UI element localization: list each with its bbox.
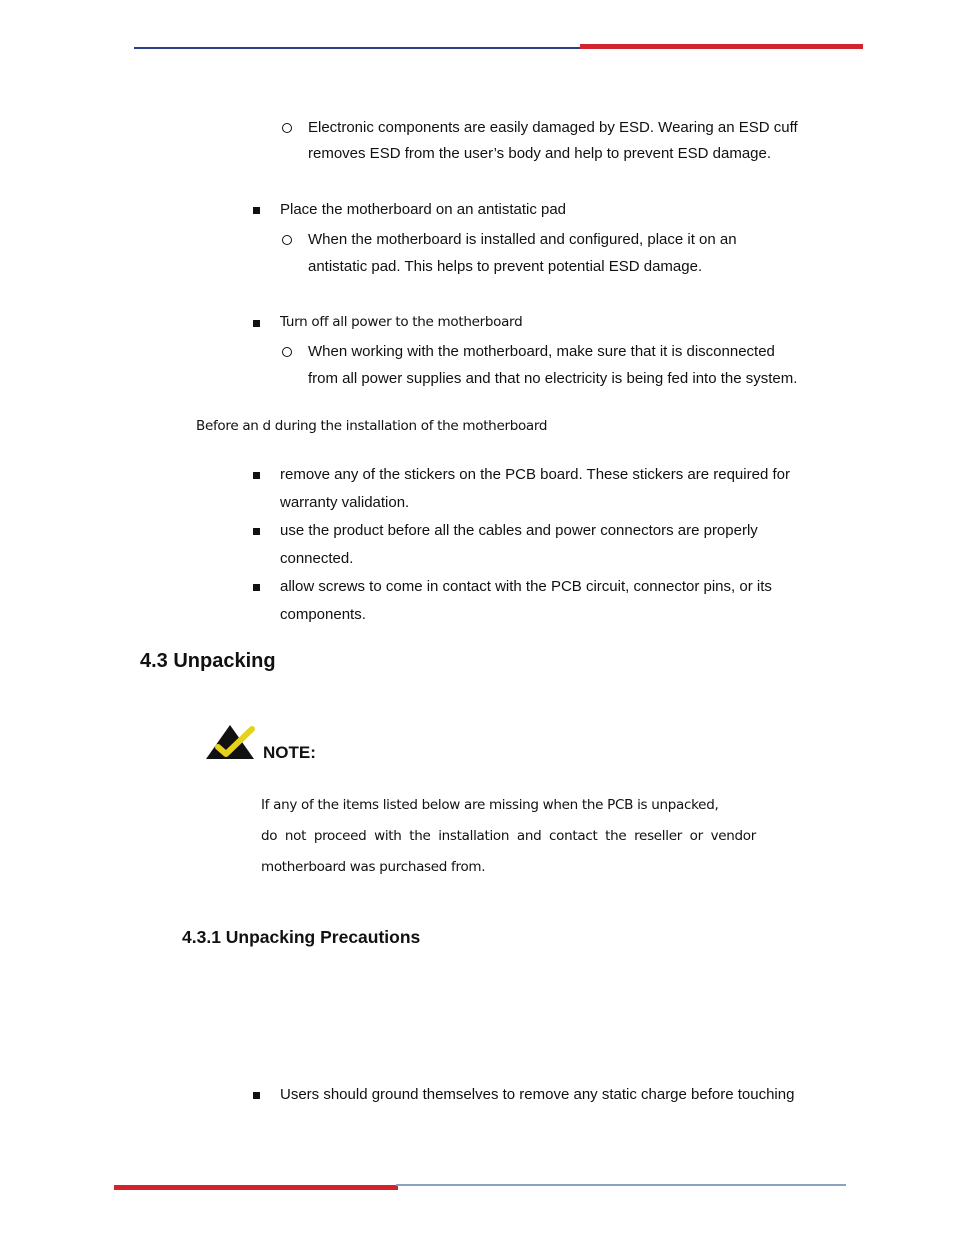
- section-heading: 4.3 Unpacking: [140, 650, 276, 672]
- header-rule-red: [580, 44, 863, 49]
- antistatic-pad-title: Place the motherboard on an antistatic pad: [280, 201, 567, 218]
- power-off-line-1: When working with the motherboard, make sure that it is disconnected: [308, 343, 775, 360]
- bullet-icon: [253, 207, 260, 214]
- note-line-3: motherboard was purchased from.: [261, 859, 486, 875]
- footer-rule-red: [114, 1185, 398, 1190]
- esd-cuff-line-1: Electronic components are easily damaged by ESD. Wearing an ESD cuff: [308, 119, 798, 136]
- during-install-heading: Before an d during the installation of the motherboard: [196, 418, 548, 434]
- note-label: NOTE:: [263, 743, 316, 762]
- install-item-1-line-1: remove any of the stickers on the PCB board. These stickers are required for: [280, 466, 790, 483]
- install-item-2-line-1: use the product before all the cables and power connectors are properly: [280, 522, 758, 539]
- note-line-1: If any of the items listed below are missing when the PCB is unpacked,: [261, 797, 719, 813]
- install-item-1-line-2: warranty validation.: [280, 494, 410, 511]
- power-off-title: Turn off all power to the motherboard: [280, 314, 523, 330]
- sub-bullet-icon: [282, 235, 292, 245]
- header-rule-blue: [134, 47, 582, 49]
- note-line-2: do not proceed with the installation and contact the reseller or vendor: [261, 828, 756, 844]
- bullet-icon: [253, 584, 260, 591]
- install-item-2-line-2: connected.: [280, 550, 354, 567]
- power-off-line-2: from all power supplies and that no electricity is being fed into the system.: [308, 370, 798, 387]
- sub-bullet-icon: [282, 123, 292, 133]
- bullet-icon: [253, 320, 260, 327]
- note-checkmark-icon: [204, 723, 256, 761]
- sub-bullet-icon: [282, 347, 292, 357]
- bullet-icon: [253, 472, 260, 479]
- install-item-3-line-1: allow screws to come in contact with the PCB circuit, connector pins, or its: [280, 578, 772, 595]
- install-item-3-line-2: components.: [280, 606, 366, 623]
- bullet-icon: [253, 1092, 260, 1099]
- esd-cuff-line-2: removes ESD from the user’s body and help to prevent ESD damage.: [308, 145, 772, 162]
- antistatic-pad-line-1: When the motherboard is installed and configured, place it on an: [308, 231, 737, 248]
- precaution-item-1: Users should ground themselves to remove any static charge before touching: [280, 1086, 795, 1103]
- antistatic-pad-line-2: antistatic pad. This helps to prevent potential ESD damage.: [308, 258, 703, 275]
- footer-rule-blue: [396, 1184, 846, 1186]
- bullet-icon: [253, 528, 260, 535]
- subsection-heading: 4.3.1 Unpacking Precautions: [182, 927, 421, 947]
